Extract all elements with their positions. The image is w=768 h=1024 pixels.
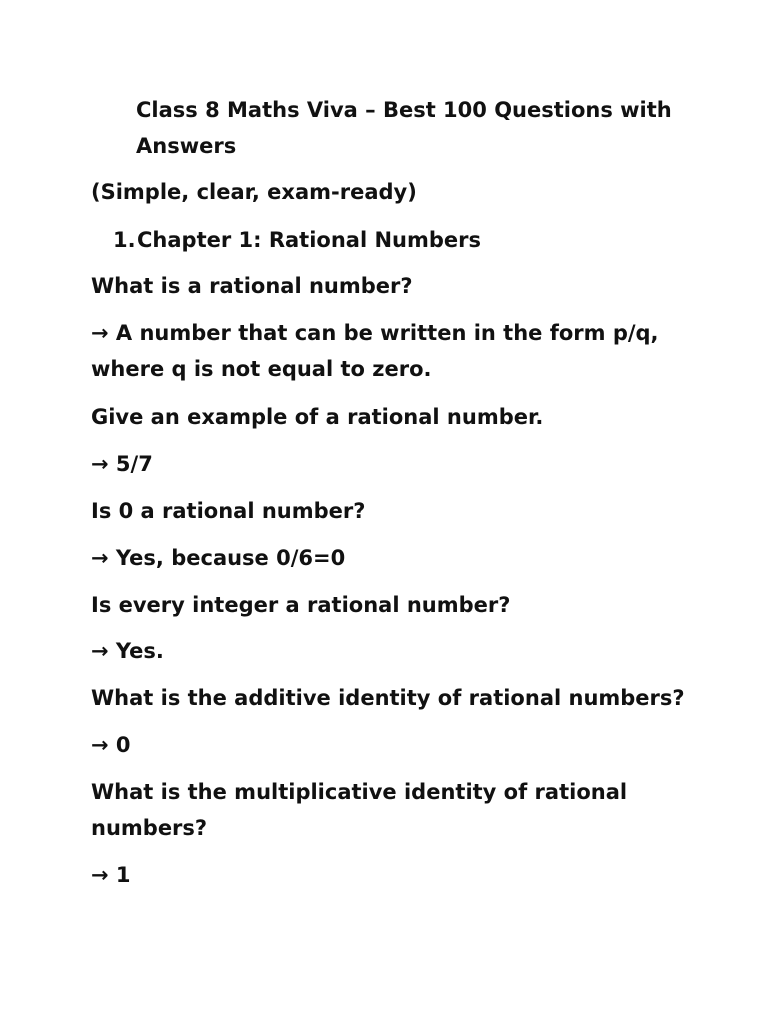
document-subtitle: (Simple, clear, exam-ready) — [91, 180, 417, 204]
answer-3: → Yes, because 0/6=0 — [91, 546, 346, 570]
answer-5: → 0 — [91, 733, 131, 757]
chapter-number: 1. — [113, 228, 136, 252]
answer-2: → 5/7 — [91, 452, 153, 476]
answer-6: → 1 — [91, 863, 131, 887]
question-3: Is 0 a rational number? — [91, 499, 366, 523]
question-5: What is the additive identity of rational numbers? — [91, 686, 685, 710]
answer-1: → A number that can be written in the form p/q, where q is not equal to zero. — [91, 321, 659, 381]
question-6: What is the multiplicative identity of rational numbers? — [91, 780, 628, 840]
question-1: What is a rational number? — [91, 274, 413, 298]
document-title: Class 8 Maths Viva – Best 100 Questions with Answers — [136, 98, 672, 158]
chapter-heading — [113, 222, 481, 258]
question-2: Give an example of a rational number. — [91, 405, 544, 429]
chapter-label: Chapter 1: Rational Numbers — [137, 228, 482, 252]
answer-4: → Yes. — [91, 639, 164, 663]
question-4: Is every integer a rational number? — [91, 593, 511, 617]
